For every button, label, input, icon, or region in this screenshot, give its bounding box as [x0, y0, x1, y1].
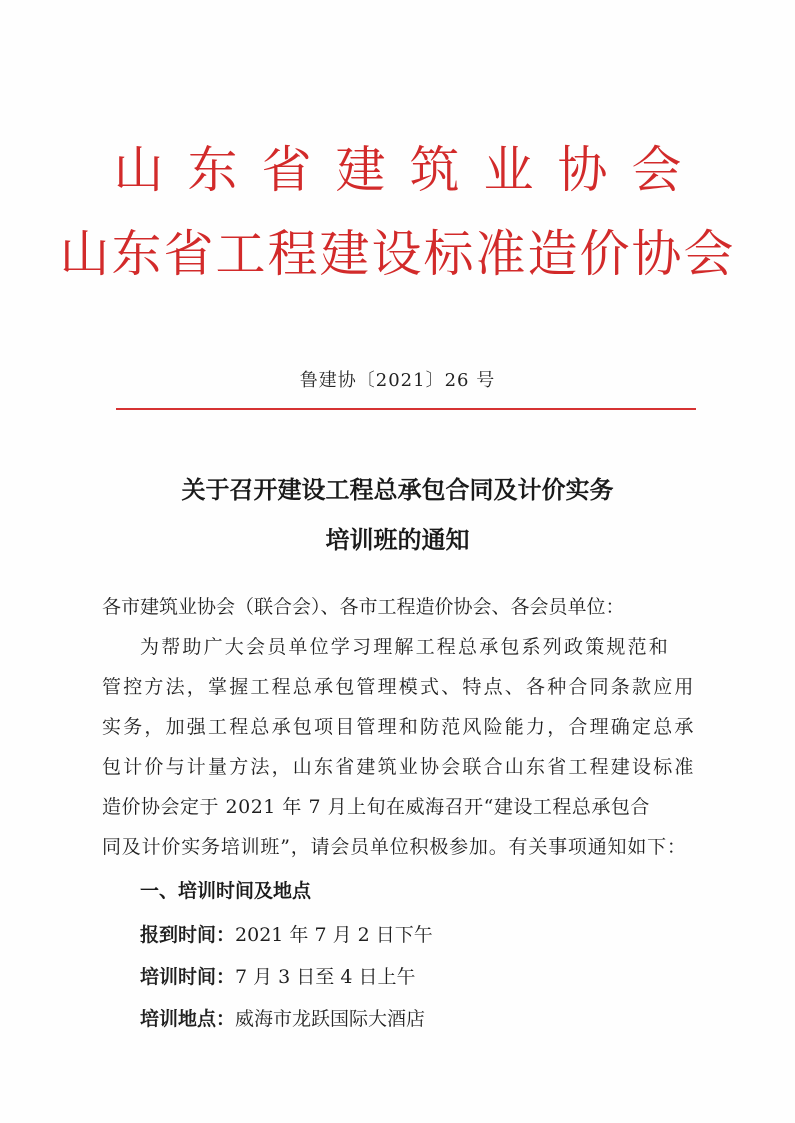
letterhead-line-2: 山东省工程建设标准造价协会 [59, 225, 736, 283]
paragraph-line: 管控方法，掌握工程总承包管理模式、特点、各种合同条款应用 [102, 676, 696, 698]
paragraph-line: 包计价与计量方法，山东省建筑业协会联合山东省工程建设标准 [102, 756, 696, 778]
document-number: 鲁建协〔2021〕26 号 [299, 370, 496, 391]
info-value: 2021 年 7 月 2 日下午 [235, 924, 433, 946]
letterhead-line-1: 山东省建筑业协会 [113, 141, 706, 199]
info-label: 培训地点： [140, 1008, 236, 1030]
info-row-registration-time [140, 920, 433, 947]
info-label: 培训时间： [140, 966, 236, 988]
salutation: 各市建筑业协会（联合会）、各市工程造价协会、各会员单位： [102, 596, 625, 618]
red-divider-line [116, 408, 696, 410]
section-heading: 一、培训时间及地点 [140, 880, 312, 902]
paragraph-line: 同及计价实务培训班”，请会员单位积极参加。有关事项通知如下： [102, 836, 687, 858]
notice-title-line-2: 培训班的通知 [325, 525, 470, 554]
info-row-training-time [140, 962, 415, 989]
paragraph-line: 实务，加强工程总承包项目管理和防范风险能力，合理确定总承 [102, 716, 696, 738]
paragraph-line: 为帮助广大会员单位学习理解工程总承包系列政策规范和 [140, 636, 671, 658]
info-label: 报到时间： [140, 924, 236, 946]
info-row-training-location [140, 1004, 425, 1031]
info-value: 7 月 3 日至 4 日上午 [235, 966, 416, 988]
info-value: 威海市龙跃国际大酒店 [235, 1008, 426, 1030]
notice-title-line-1: 关于召开建设工程总承包合同及计价实务 [181, 475, 614, 504]
paragraph-line: 造价协会定于 2021 年 7 月上旬在威海召开“建设工程总承包合 [102, 796, 650, 818]
